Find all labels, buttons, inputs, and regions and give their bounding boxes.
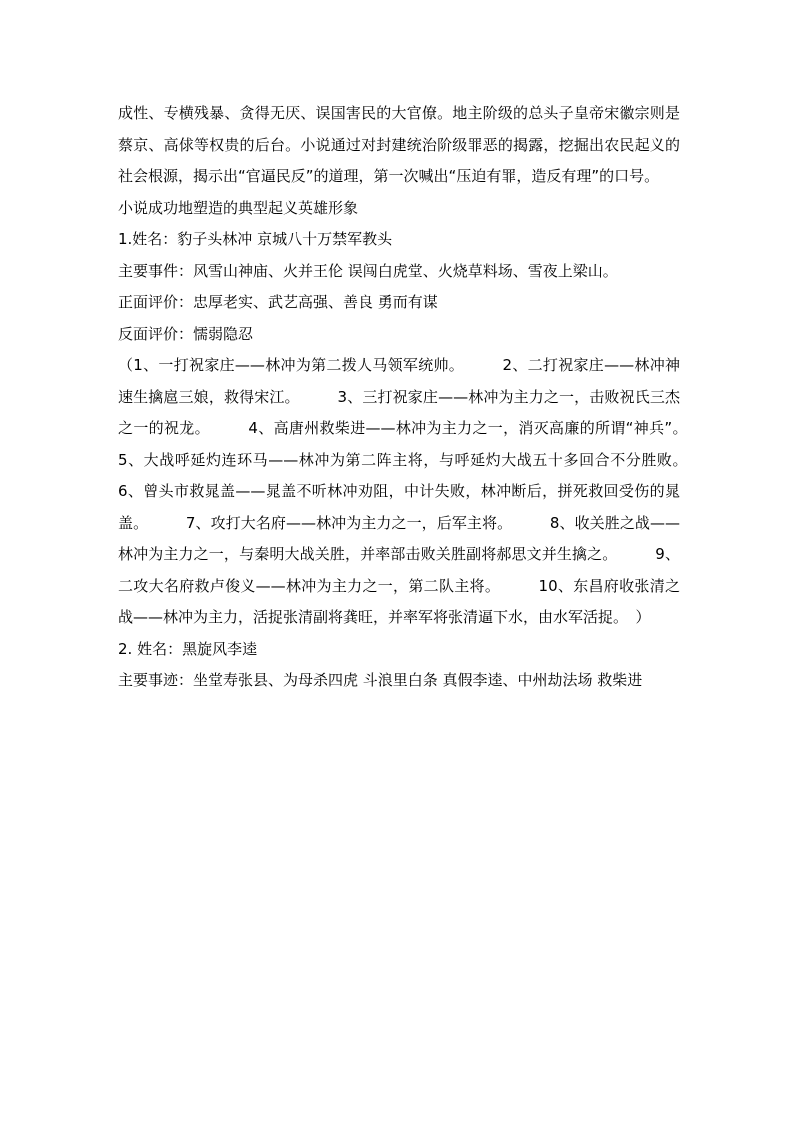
paragraph-linchong-events: 主要事件：风雪山神庙、火并王伦 误闯白虎堂、火烧草料场、雪夜上梁山。: [118, 261, 618, 280]
paragraph-heroes-heading: 小说成功地塑造的典型起义英雄形象: [118, 198, 359, 217]
paragraph-likui-name: 2. 姓名：黑旋风李逵: [118, 639, 258, 658]
paragraph-likui-deeds: 主要事迹：坐堂寿张县、为母杀四虎 斗浪里白条 真假李逵、中州劫法场 救柴进: [118, 671, 643, 689]
document-body: [118, 98, 726, 697]
paragraph-linchong-positive: 正面评价：忠厚老实、武艺高强、善良 勇而有谋: [118, 293, 438, 311]
paragraph-linchong-battles: （1、一打祝家庄——林冲为第二拨人马领军统帅。 2、二打祝家庄——林冲神速生擒扈三娘，救得宋江。 3、三打祝家庄——林冲为主力之一，击败祝氏三杰之一的祝龙。 4、高唐州救柴进——林冲为主力之一，消灭高廉的所谓“神兵”。 5、大战呼延灼连环马——林冲为第二阵主将，与呼延灼大战五十多回合不分胜败。 6、曾头市救晁盖——晁盖不听林冲劝阻，中计失败，林冲断后，拼死救回受伤的晁盖。 7、攻打大名府——林冲为主力之一，后军主将。 8、收关胜之战——林冲为主力之一，与秦明大战关胜，并率部击败关胜副将郝思文并生擒之。 9、二攻大名府救卢俊义——林冲为主力之一，第二队主将。 10、东昌府收张清之战——林冲为主力，活捉张清副将龚旺，并率军将张清逼下水，由水军活捉。 ）: [118, 356, 726, 626]
paragraph-linchong-name: 1.姓名：豹子头林冲 京城八十万禁军教头: [118, 230, 393, 248]
paragraph-officials-rebellion: 成性、专横残暴、贪得无厌、误国害民的大官僚。地主阶级的总头子皇帝宋徽宗则是蔡京、高俅等权贵的后台。小说通过对封建统治阶级罪恶的揭露，挖掘出农民起义的社会根源，揭示出“官逼民反”的道理，第一次喊出“压迫有罪，造反有理”的口号。: [118, 104, 680, 185]
paragraph-linchong-negative: 反面评价：懦弱隐忍: [118, 324, 254, 343]
